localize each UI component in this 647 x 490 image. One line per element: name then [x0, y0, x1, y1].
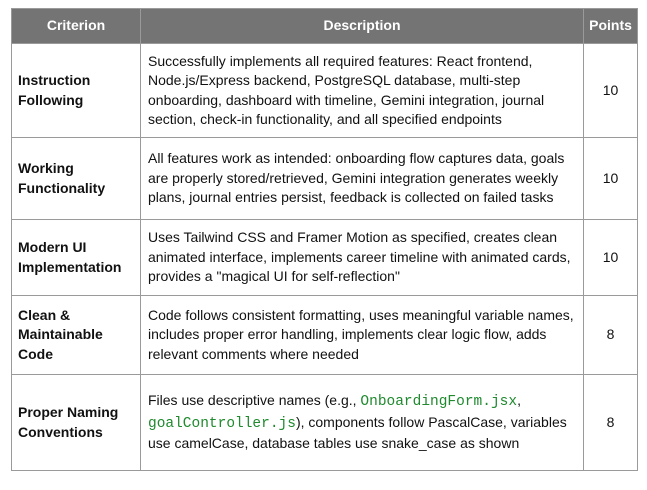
criterion-cell [12, 138, 141, 220]
criterion-text: Conventions [18, 423, 103, 440]
description-cell [141, 375, 584, 471]
criterion-text: Following [18, 91, 84, 108]
description-cell: All features work as intended: onboarding flow captures data, goals are properly stored/retrieved, Gemini integration generates weekly plans, journal entries persist, feedback is collected on failed tasks [141, 138, 584, 220]
points-cell: 8 [584, 296, 638, 375]
criterion-text: Modern UI [18, 239, 87, 255]
description-cell: Code follows consistent formatting, uses meaningful variable names, includes proper error handling, implements clear logic flow, adds relevant comments where needed [141, 296, 584, 375]
points-cell: 10 [584, 138, 638, 220]
points-cell: 8 [584, 375, 638, 471]
criterion-cell [12, 296, 141, 375]
header-row [12, 9, 638, 44]
criterion-text: Instruction [18, 72, 91, 88]
description-cell: Uses Tailwind CSS and Framer Motion as specified, creates clean animated interface, implements career timeline with animated cards, provides a "magical UI for self-reflection" [141, 220, 584, 296]
table-row [12, 220, 638, 296]
header-points: Points [584, 9, 638, 44]
description-text: , [517, 392, 521, 409]
table-row [12, 44, 638, 138]
criterion-cell [12, 44, 141, 138]
points-cell: 10 [584, 44, 638, 138]
description-text: Files use descriptive names (e.g., [148, 392, 361, 409]
criterion-text: Working [18, 160, 74, 176]
table-row [12, 296, 638, 375]
criterion-text: Proper Naming [18, 404, 119, 420]
criterion-text: Implementation [18, 258, 122, 275]
criterion-text: Functionality [18, 179, 106, 196]
filename-code: OnboardingForm.jsx [360, 394, 518, 411]
criterion-cell [12, 375, 141, 471]
table-row [12, 138, 638, 220]
criterion-cell [12, 220, 141, 296]
filename-code: goalController.js [148, 415, 296, 432]
description-text: ), components follow PascalCase, variables use camelCase, database tables use snake_case as shown [148, 413, 567, 452]
criterion-text: Clean & [18, 306, 71, 323]
description-cell: Successfully implements all required features: React frontend, Node.js/Express backend, PostgreSQL database, multi-step onboarding, dashboard with timeline, Gemini integration, journal section, check-in functionality, and all specified endpoints [141, 44, 584, 138]
header-description: Description [141, 9, 584, 44]
table-row [12, 375, 638, 471]
header-criterion: Criterion [12, 9, 141, 44]
rubric-table [11, 8, 638, 471]
points-cell: 10 [584, 220, 638, 296]
criterion-text: Code [18, 345, 53, 362]
criterion-text: Maintainable [18, 326, 103, 343]
